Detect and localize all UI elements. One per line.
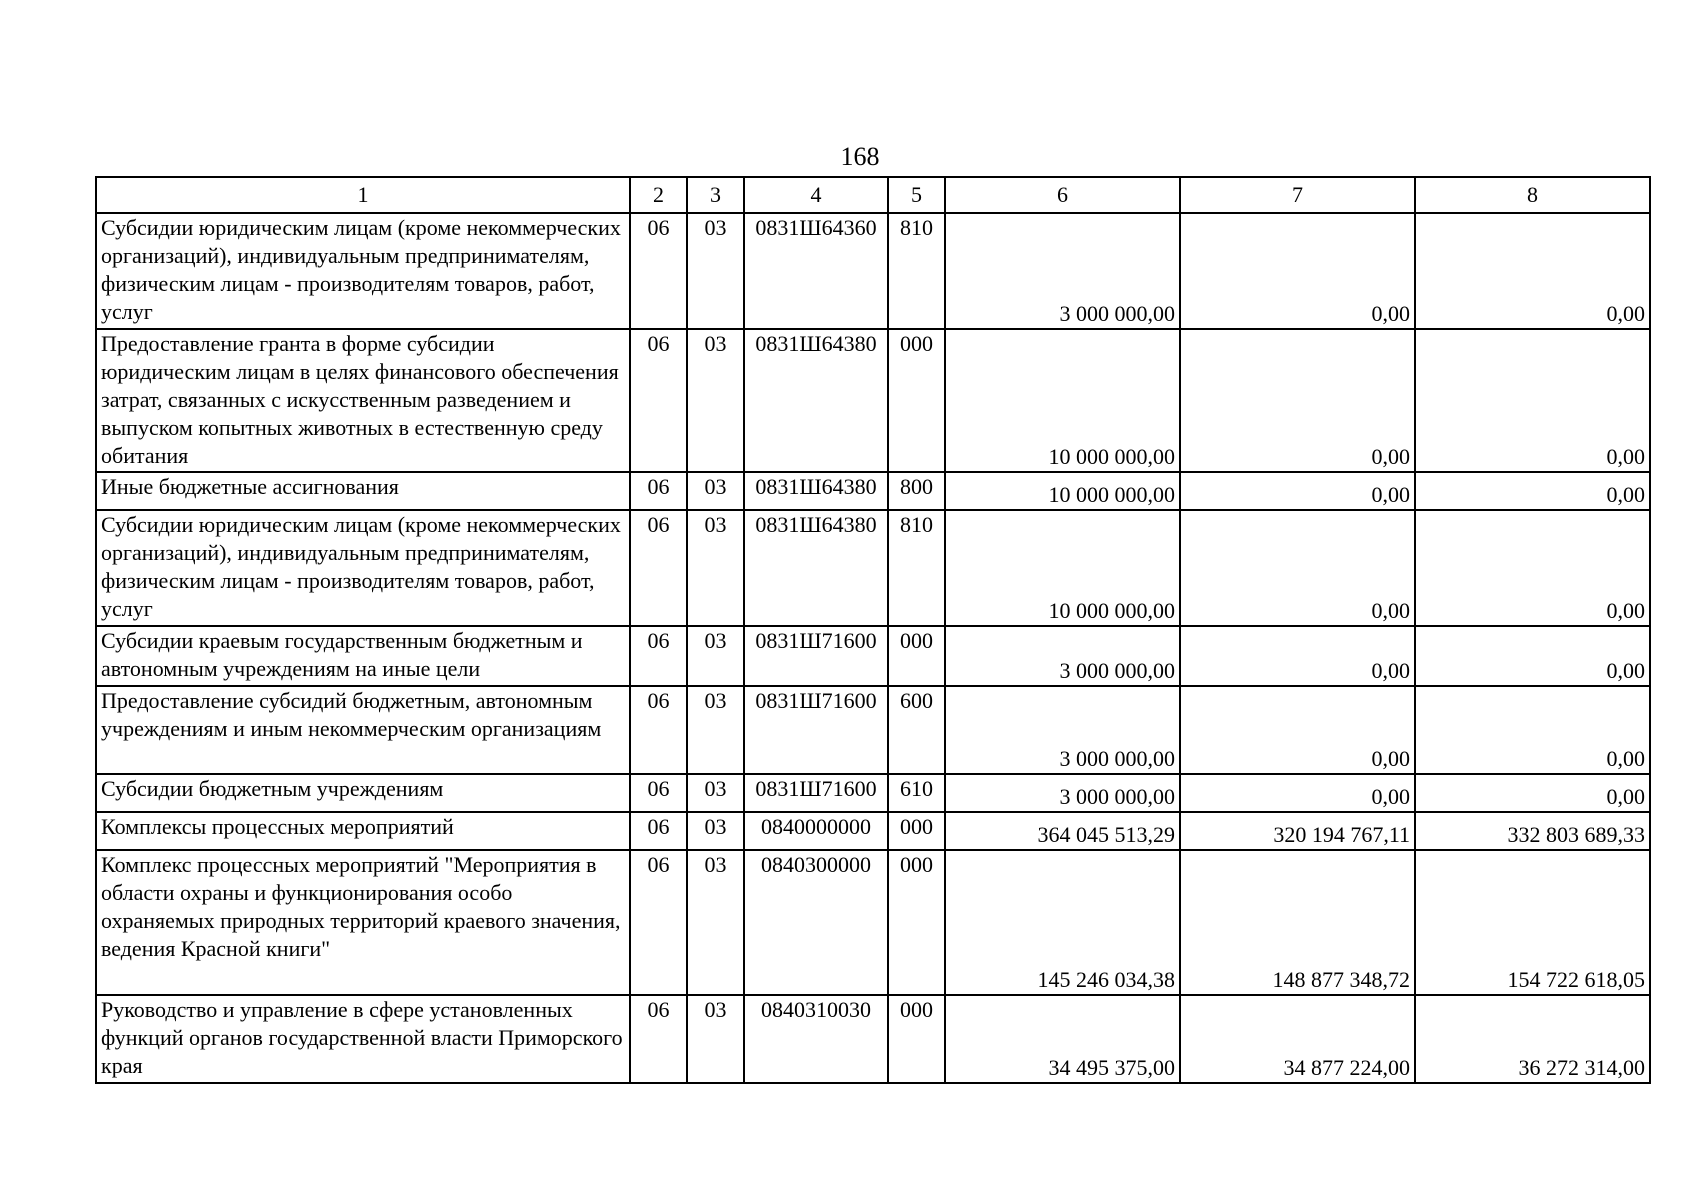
target-article-cell: 0831Ш71600 (744, 686, 888, 774)
section-code-cell: 06 (630, 329, 687, 472)
expense-type-cell: 000 (888, 850, 945, 995)
row-name-cell: Субсидии бюджетным учреждениям (96, 774, 630, 812)
table-row (96, 213, 1650, 329)
column-header: 5 (888, 177, 945, 213)
amount-col8-cell: 154 722 618,05 (1415, 850, 1650, 995)
target-article-cell: 0831Ш71600 (744, 774, 888, 812)
amount-col8-cell: 0,00 (1415, 213, 1650, 329)
amount-col8-cell: 0,00 (1415, 626, 1650, 686)
amount-col8-cell: 0,00 (1415, 686, 1650, 774)
table-row (96, 686, 1650, 774)
row-name-cell: Иные бюджетные ассигнования (96, 472, 630, 510)
amount-col6-cell: 34 495 375,00 (945, 995, 1180, 1083)
column-header: 4 (744, 177, 888, 213)
subsection-code-cell: 03 (687, 812, 744, 850)
page-number: 168 (840, 142, 880, 171)
subsection-code-cell: 03 (687, 686, 744, 774)
amount-col6-cell: 3 000 000,00 (945, 774, 1180, 812)
target-article-cell: 0831Ш71600 (744, 626, 888, 686)
amount-col6-cell: 10 000 000,00 (945, 329, 1180, 472)
section-code-cell: 06 (630, 812, 687, 850)
column-header: 7 (1180, 177, 1415, 213)
amount-col6-cell: 3 000 000,00 (945, 686, 1180, 774)
subsection-code-cell: 03 (687, 774, 744, 812)
amount-col7-cell: 0,00 (1180, 686, 1415, 774)
amount-col7-cell: 0,00 (1180, 626, 1415, 686)
expense-type-cell: 000 (888, 329, 945, 472)
amount-col7-cell: 0,00 (1180, 329, 1415, 472)
section-code-cell: 06 (630, 995, 687, 1083)
row-name-cell: Комплексы процессных мероприятий (96, 812, 630, 850)
table-header-row (96, 177, 1650, 213)
amount-col8-cell: 332 803 689,33 (1415, 812, 1650, 850)
row-name-cell: Субсидии краевым государственным бюджетным и автономным учреждениям на иные цели (96, 626, 630, 686)
row-name-cell: Субсидии юридическим лицам (кроме некоммерческих организаций), индивидуальным предпринимателям, физическим лицам - производителям товаров, работ, услуг (96, 213, 630, 329)
subsection-code-cell: 03 (687, 213, 744, 329)
section-code-cell: 06 (630, 213, 687, 329)
amount-col6-cell: 364 045 513,29 (945, 812, 1180, 850)
subsection-code-cell: 03 (687, 510, 744, 626)
target-article-cell: 0831Ш64380 (744, 510, 888, 626)
column-header: 3 (687, 177, 744, 213)
row-name-cell: Предоставление субсидий бюджетным, автономным учреждениям и иным некоммерческим организациям (96, 686, 630, 774)
expense-type-cell: 600 (888, 686, 945, 774)
target-article-cell: 0840310030 (744, 995, 888, 1083)
amount-col7-cell: 148 877 348,72 (1180, 850, 1415, 995)
target-article-cell: 0840300000 (744, 850, 888, 995)
column-header: 1 (96, 177, 630, 213)
amount-col8-cell: 0,00 (1415, 472, 1650, 510)
section-code-cell: 06 (630, 686, 687, 774)
amount-col6-cell: 3 000 000,00 (945, 626, 1180, 686)
amount-col8-cell: 36 272 314,00 (1415, 995, 1650, 1083)
target-article-cell: 0831Ш64380 (744, 329, 888, 472)
amount-col7-cell: 34 877 224,00 (1180, 995, 1415, 1083)
section-code-cell: 06 (630, 774, 687, 812)
subsection-code-cell: 03 (687, 626, 744, 686)
expense-type-cell: 810 (888, 213, 945, 329)
table-row (96, 472, 1650, 510)
amount-col6-cell: 10 000 000,00 (945, 472, 1180, 510)
subsection-code-cell: 03 (687, 850, 744, 995)
expense-type-cell: 810 (888, 510, 945, 626)
expense-type-cell: 000 (888, 626, 945, 686)
amount-col7-cell: 0,00 (1180, 213, 1415, 329)
table-row (96, 774, 1650, 812)
expense-type-cell: 800 (888, 472, 945, 510)
table-row (96, 995, 1650, 1083)
column-header: 6 (945, 177, 1180, 213)
amount-col7-cell: 320 194 767,11 (1180, 812, 1415, 850)
section-code-cell: 06 (630, 510, 687, 626)
row-name-cell: Руководство и управление в сфере установленных функций органов государственной власти Приморского края (96, 995, 630, 1083)
row-name-cell: Субсидии юридическим лицам (кроме некоммерческих организаций), индивидуальным предпринимателям, физическим лицам - производителям товаров, работ, услуг (96, 510, 630, 626)
target-article-cell: 0840000000 (744, 812, 888, 850)
table-row (96, 626, 1650, 686)
table-row (96, 812, 1650, 850)
row-name-cell: Комплекс процессных мероприятий "Мероприятия в области охраны и функционирования особо охраняемых природных территорий краевого значения, ведения Красной книги" (96, 850, 630, 995)
amount-col6-cell: 145 246 034,38 (945, 850, 1180, 995)
amount-col7-cell: 0,00 (1180, 510, 1415, 626)
subsection-code-cell: 03 (687, 329, 744, 472)
subsection-code-cell: 03 (687, 472, 744, 510)
amount-col6-cell: 3 000 000,00 (945, 213, 1180, 329)
column-header: 8 (1415, 177, 1650, 213)
amount-col7-cell: 0,00 (1180, 774, 1415, 812)
amount-col6-cell: 10 000 000,00 (945, 510, 1180, 626)
amount-col8-cell: 0,00 (1415, 774, 1650, 812)
expense-type-cell: 610 (888, 774, 945, 812)
row-name-cell: Предоставление гранта в форме субсидии юридическим лицам в целях финансового обеспечения затрат, связанных с искусственным разведением и выпуском копытных животных в естественную среду обитания (96, 329, 630, 472)
subsection-code-cell: 03 (687, 995, 744, 1083)
section-code-cell: 06 (630, 626, 687, 686)
target-article-cell: 0831Ш64360 (744, 213, 888, 329)
budget-table (95, 176, 1651, 1084)
table-row (96, 510, 1650, 626)
expense-type-cell: 000 (888, 995, 945, 1083)
table-body (96, 177, 1650, 1083)
table-row (96, 850, 1650, 995)
amount-col7-cell: 0,00 (1180, 472, 1415, 510)
table-row (96, 329, 1650, 472)
column-header: 2 (630, 177, 687, 213)
target-article-cell: 0831Ш64380 (744, 472, 888, 510)
amount-col8-cell: 0,00 (1415, 329, 1650, 472)
section-code-cell: 06 (630, 850, 687, 995)
expense-type-cell: 000 (888, 812, 945, 850)
amount-col8-cell: 0,00 (1415, 510, 1650, 626)
section-code-cell: 06 (630, 472, 687, 510)
